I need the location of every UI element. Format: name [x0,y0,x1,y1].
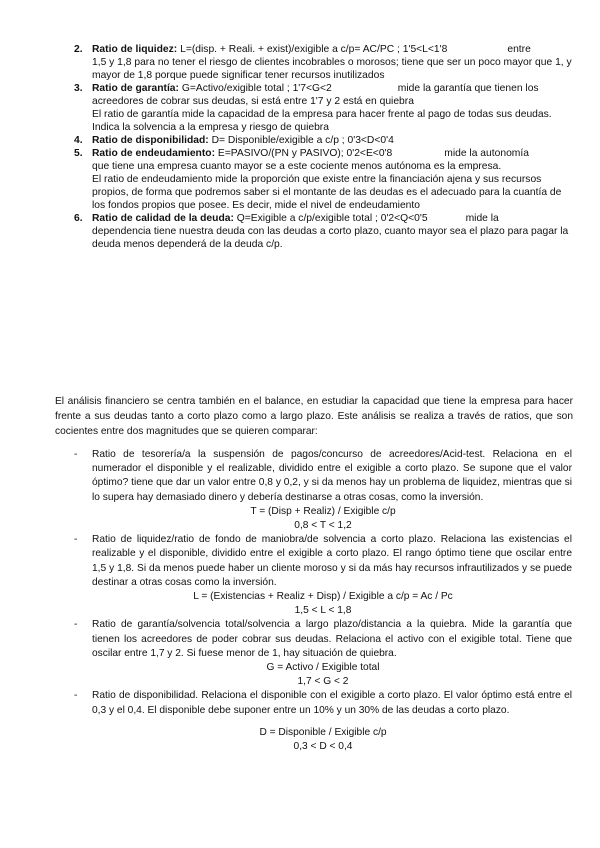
dash-marker: - [74,534,78,546]
ratio-item-liquidez [74,43,574,82]
dash-marker: - [74,690,78,702]
item-range: 0,3 < D < 0,4 [293,741,353,753]
ratio-item-endeudamiento [74,147,574,212]
ratio-dash-list [74,448,572,754]
intro-paragraph: El análisis financiero se centra también en el balance, en estudiar la capacidad que tiene la empresa para hacer frente a sus deudas tanto a corto plazo como a largo plazo. Este análisis se realiza a través de ratios, que son cocientes entre dos magnitudes que se quieren comparar: [55,396,573,437]
ratio-text-extra: El ratio de garantía mide la capacidad de la empresa para hacer frente al pago de todas sus deudas. Indica la solvencia a la empresa y riesgo de quiebra [92,109,552,133]
ratio-formula: L=(disp. + Reali. + exist)/exigible a c/p= AC/PC ; 1'5<L<1'8 [177,44,448,55]
list-item-disponibilidad [74,689,572,754]
item-text: Ratio de disponibilidad. Relaciona el disponible con el exigible a corto plazo. El valor óptimo está entre el 0,3 y el 0,4. El disponible debe suponer entre un 10% y un 30% de las deudas a corto plazo. [92,690,572,716]
list-number: 6. [74,213,83,224]
ratio-after: mide la autonomía [444,148,529,159]
list-item-tesoreria [74,448,572,533]
ratio-item-calidad-deuda [74,212,574,251]
ratio-numbered-list [74,43,574,251]
ratio-after: entre [507,44,531,55]
list-number: 2. [74,44,83,55]
ratio-formula: Q=Exigible a c/p/exigible total ; 0'2<Q<0'5 [233,213,428,224]
ratio-name: Ratio de liquidez: [92,44,178,55]
ratio-after: mide la [465,213,499,224]
item-formula: L = (Existencias + Realiz + Disp) / Exigible a c/p = Ac / Pc [193,591,453,603]
ratio-name: Ratio de garantía: [92,83,179,94]
dash-marker: - [74,449,78,460]
ratio-text: 1,5 y 1,8 para no tener el riesgo de clientes incobrables o morosos; tiene que ser un poco mayor que 1, y mayor de 1,8 porque puede significar tener recursos inutilizados [92,57,572,81]
list-item-garantia [74,618,572,689]
ratio-name: Ratio de endeudamiento: [92,148,215,159]
list-number: 4. [74,135,83,146]
ratio-formula: D= Disponible/exigible a c/p ; 0'3<D<0'4 [208,135,394,146]
ratio-name: Ratio de calidad de la deuda: [92,213,234,224]
item-text: Ratio de liquidez/ratio de fondo de maniobra/de solvencia a corto plazo. Relaciona las existencias el realizable y el disponible, dividido entre el exigible a corto plazo. El rango óptimo tiene que oscilar entre 1,5 y 1,8. Si da menos puede haber un cliente moroso y si da más hay recursos infrautilizados y se puede destinar a otras cosas como la inversión. [92,534,572,588]
ratio-item-garantia [74,82,574,134]
ratio-text-extra: El ratio de endeudamiento mide la proporción que existe entre la financiación ajena y sus recursos propios, de forma que podremos saber si el montante de las deudas es el adecuado para la cuantía de los fondos propios que posee. Es decir, mide el nivel de endeudamiento [92,174,562,211]
ratio-name: Ratio de disponibilidad: [92,135,209,146]
list-number: 3. [74,83,83,94]
item-range: 1,5 < L < 1,8 [294,605,352,617]
item-text: Ratio de tesorería/a la suspensión de pagos/concurso de acreedores/Acid-test. Relaciona en el numerador el disponible y el realizable, dividido entre el exigible a corto plazo. Se supone que el valor óptimo? tiene que dar un valor entre 0,8 y 0,2, y si da menos hay un problema de liquidez, mientras que si lo supera hay demasiado dinero y debería destinarse a otras cosas, como la inversión. [92,449,572,503]
ratio-text: acreedores de cobrar sus deudas, si está entre 1'7 y 2 está en quiebra [92,96,414,107]
list-item-liquidez [74,533,572,618]
ratio-formula: E=PASIVO/(PN y PASIVO); 0'2<E<0'8 [215,148,393,159]
item-formula: T = (Disp + Realiz) / Exigible c/p [250,505,396,517]
item-formula: G = Activo / Exigible total [266,662,380,674]
item-text: Ratio de garantía/solvencia total/solvencia a largo plazo/distancia a la quiebra. Mide la garantía que tienen los acreedores de poder cobrar sus deudas. Relaciona el activo con el exigible total. Tiene que oscilar entre 1,7 y 2. Si fuese menor de 1, hay situación de quiebra. [92,619,572,659]
list-number: 5. [74,148,83,159]
ratio-after: mide la garantía que tienen los [397,83,539,94]
item-range: 0,8 < T < 1,2 [294,520,352,532]
item-range: 1,7 < G < 2 [297,676,349,688]
ratio-item-disponibilidad [74,134,574,147]
ratio-formula: G=Activo/exigible total ; 1'7<G<2 [178,83,332,94]
ratio-text: dependencia tiene nuestra deuda con las deudas a corto plazo, cuanto mayor sea el plazo para pagar la deuda menos dependerá de la deuda c/p. [92,226,569,250]
ratio-text: que tiene una empresa cuanto mayor se a este cociente menos autónoma es la empresa. [92,161,502,172]
item-formula: D = Disponible / Exigible c/p [259,726,387,738]
dash-marker: - [74,619,78,631]
